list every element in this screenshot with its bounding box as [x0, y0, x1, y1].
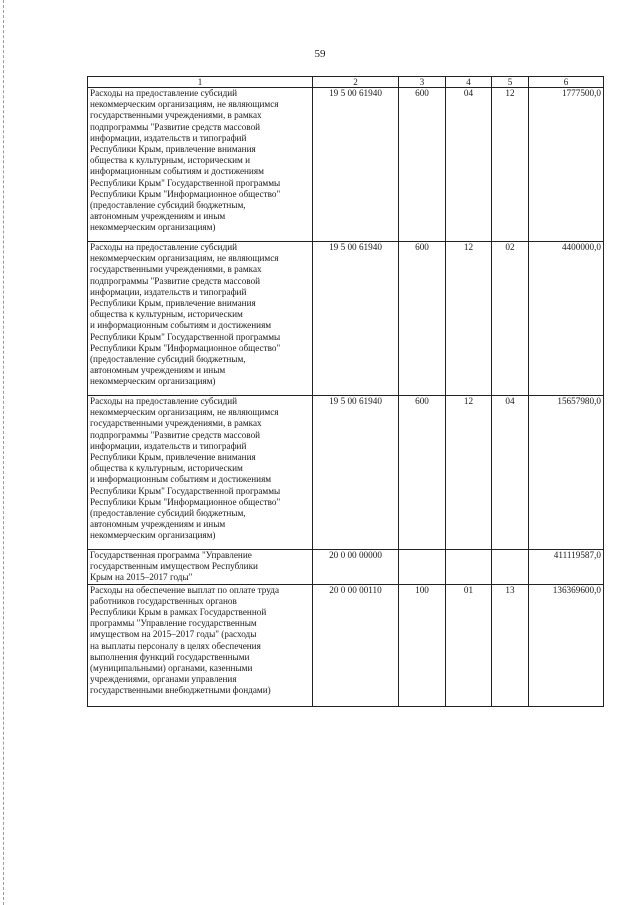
row-section: [446, 550, 492, 585]
budget-table: [87, 76, 604, 707]
row-target-code: 19 5 00 61940: [313, 88, 399, 242]
row-expense-type: 100: [399, 584, 446, 706]
row-amount: 4400000,0: [529, 242, 604, 396]
column-header-section: 4: [446, 77, 492, 88]
row-amount: 136369600,0: [529, 584, 604, 706]
row-expense-type: 600: [399, 242, 446, 396]
page-scan-edge: [3, 0, 4, 905]
column-header-target-code: 2: [313, 77, 399, 88]
table-row: [88, 242, 604, 396]
row-amount: 1777500,0: [529, 88, 604, 242]
column-header-amount: 6: [529, 77, 604, 88]
row-description: Государственная программа "Управление государственным имуществом Республики Крым на 2015–2017 годы": [88, 550, 313, 585]
row-section: 01: [446, 584, 492, 706]
row-subsection: 13: [492, 584, 529, 706]
table-row: [88, 88, 604, 242]
row-description: Расходы на обеспечение выплат по оплате труда работников государственных органов Республики Крым в рамках Государственной программы "Управление государственным имуществом на 2015–2017 годы" (расходы на выплаты персоналу в целях обеспечения выполнения функций государственными (муниципальными) органами, казенными учреждениями, органами управления государственными внебюджетными фондами): [88, 584, 313, 706]
row-subsection: 02: [492, 242, 529, 396]
row-expense-type: 600: [399, 88, 446, 242]
row-description: Расходы на предоставление субсидий некоммерческим организациям, не являющимся государственными учреждениями, в рамках подпрограммы "Развитие средств массовой информации, издательств и типографий Республики Крым, привлечение внимания общества к культурным, историческим и информационным событиям и достижениям Республики Крым" Государственной программы Республики Крым "Информационное общество" (предоставление субсидий бюджетным, автономным учреждениям и иным некоммерческим организациям): [88, 242, 313, 396]
page-number: 59: [314, 48, 326, 60]
row-section: 12: [446, 242, 492, 396]
column-header-subsection: 5: [492, 77, 529, 88]
table-row: [88, 584, 604, 706]
row-target-code: 19 5 00 61940: [313, 242, 399, 396]
row-subsection: 04: [492, 396, 529, 550]
row-section: 12: [446, 396, 492, 550]
row-target-code: 20 0 00 00000: [313, 550, 399, 585]
column-header-description: 1: [88, 77, 313, 88]
table-header-row: [88, 77, 604, 88]
row-amount: 411119587,0: [529, 550, 604, 585]
table-row: [88, 396, 604, 550]
row-target-code: 20 0 00 00110: [313, 584, 399, 706]
row-expense-type: [399, 550, 446, 585]
row-target-code: 19 5 00 61940: [313, 396, 399, 550]
row-description: Расходы на предоставление субсидий некоммерческим организациям, не являющимся государственными учреждениями, в рамках подпрограммы "Развитие средств массовой информации, издательств и типографий Республики Крым, привлечение внимания общества к культурным, историческим и информационным событиям и достижениям Республики Крым" Государственной программы Республики Крым "Информационное общество" (предоставление субсидий бюджетным, автономным учреждениям и иным некоммерческим организациям): [88, 88, 313, 242]
row-description: Расходы на предоставление субсидий некоммерческим организациям, не являющимся государственными учреждениями, в рамках подпрограммы "Развитие средств массовой информации, издательств и типографий Республики Крым, привлечение внимания общества к культурным, историческим и информационным событиям и достижениям Республики Крым" Государственной программы Республики Крым "Информационное общество" (предоставление субсидий бюджетным, автономным учреждениям и иным некоммерческим организациям): [88, 396, 313, 550]
row-expense-type: 600: [399, 396, 446, 550]
table-row: [88, 550, 604, 585]
row-subsection: [492, 550, 529, 585]
row-amount: 15657980,0: [529, 396, 604, 550]
column-header-expense-type: 3: [399, 77, 446, 88]
row-section: 04: [446, 88, 492, 242]
row-subsection: 12: [492, 88, 529, 242]
